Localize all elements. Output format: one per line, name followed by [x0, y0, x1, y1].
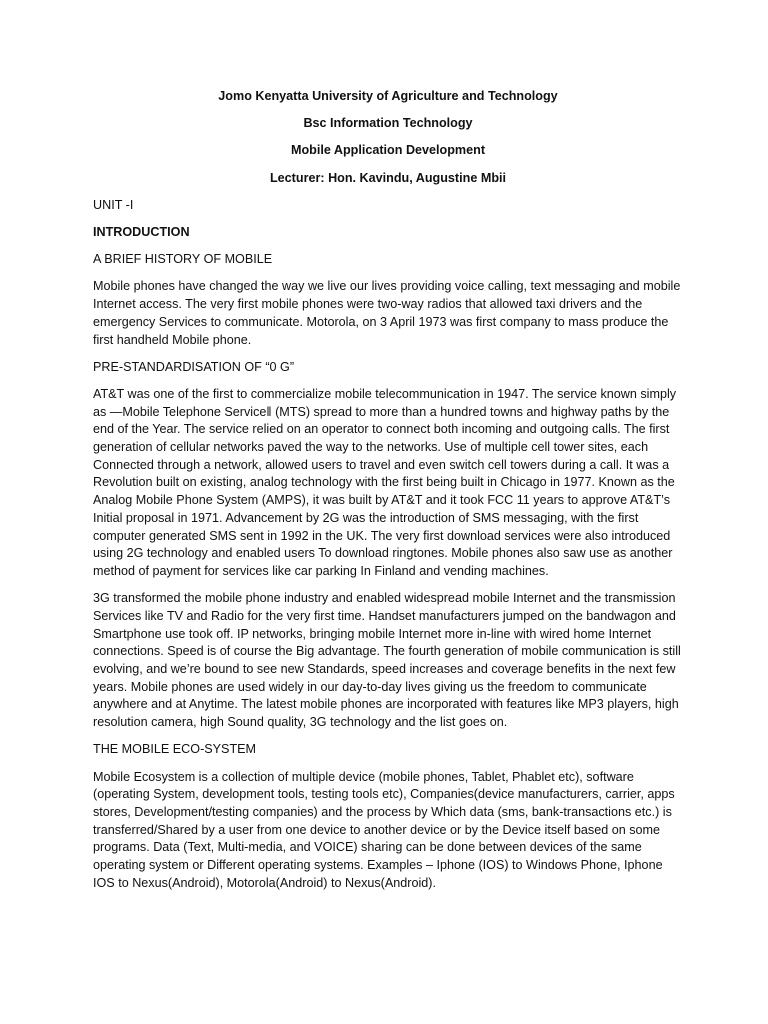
university-title: Jomo Kenyatta University of Agriculture and Technology — [218, 89, 558, 103]
unit-label: UNIT -I — [93, 197, 134, 212]
ecosystem-paragraph: Mobile Ecosystem is a collection of multiple device (mobile phones, Tablet, Phablet etc), software (operating System, development tools, testing tools etc), Companies(device manufacturers, carrier, apps stores, Development/testing companies) and the process by Which data (sms, bank-transactions etc.) is transferred/Shared by a user from one device to another device or by the Device itself based on some programs. Data (Text, Multi-media, and VOICE) sharing can be done between devices of the same operating system or Different operating systems. Examples – Iphone (IOS) to Windows Phone, Iphone IOS to Nexus(Android), Motorola(Android) to Nexus(Android). — [93, 769, 675, 890]
ecosystem-heading: THE MOBILE ECO-SYSTEM — [93, 742, 257, 757]
lecturer-line: Lecturer: Hon. Kavindu, Augustine Mbii — [269, 170, 507, 185]
3g-paragraph: 3G transformed the mobile phone industry and enabled widespread mobile Internet and the transmission Services like TV and Radio for the very first time. Handset manufacturers jumped on the bandwagon and Smartphone use took off. IP networks, bringing mobile Internet more in-line with wired home Internet connections. Speed is of course the Big advantage. The fourth generation of mobile communication is still evolving, and we’re bound to see new Standards, speed increases and coverage benefits in the next few years. Mobile phones are used widely in our day-to-day lives giving us the freedom to communicate anywhere and at Anytime. The latest mobile phones are incorporated with features like MP3 players, high resolution camera, high Sound quality, 3G technology and the list goes on. — [93, 591, 681, 730]
introduction-heading: INTRODUCTION — [93, 225, 190, 240]
document-content — [93, 88, 683, 902]
history-paragraph: Mobile phones have changed the way we live our lives providing voice calling, text messaging and mobile Internet access. The very first mobile phones were two-way radios that allowed taxi drivers and the emergency Services to communicate. Motorola, on 3 April 1973 was first company to mass produce the first handheld Mobile phone. — [93, 279, 681, 347]
history-heading: A BRIEF HISTORY OF MOBILE — [93, 252, 273, 267]
prestandard-heading: PRE-STANDARDISATION OF “0 G” — [93, 359, 295, 374]
programme-title: Bsc Information Technology — [303, 116, 473, 131]
prestandard-paragraph: AT&T was one of the first to commercialize mobile telecommunication in 1947. The service known simply as —Mobile Telephone Service‖ (MTS) spread to more than a hundred towns and highway paths by the end of the Year. The service relied on an operator to connect both incoming and outgoing calls. The first generation of cellular networks paved the way to the networks. Use of multiple cell tower sites, each Connected through a network, allowed users to travel and even switch cell towers during a call. It was a Revolution built on existing, analog technology with the first being built in Chicago in 1977. Known as the Analog Mobile Phone System (AMPS), it was built by AT&T and it took FCC 11 years to approve AT&T’s Initial proposal in 1971. Advancement by 2G was the introduction of SMS messaging, with the first computer generated SMS sent in 1992 in the UK. The very first download services were also introduced using 2G technology and enabled users To download ringtones. Mobile phones also saw use as another method of payment for services like car parking In Finland and vending machines. — [93, 386, 677, 578]
course-title: Mobile Application Development — [290, 143, 486, 158]
